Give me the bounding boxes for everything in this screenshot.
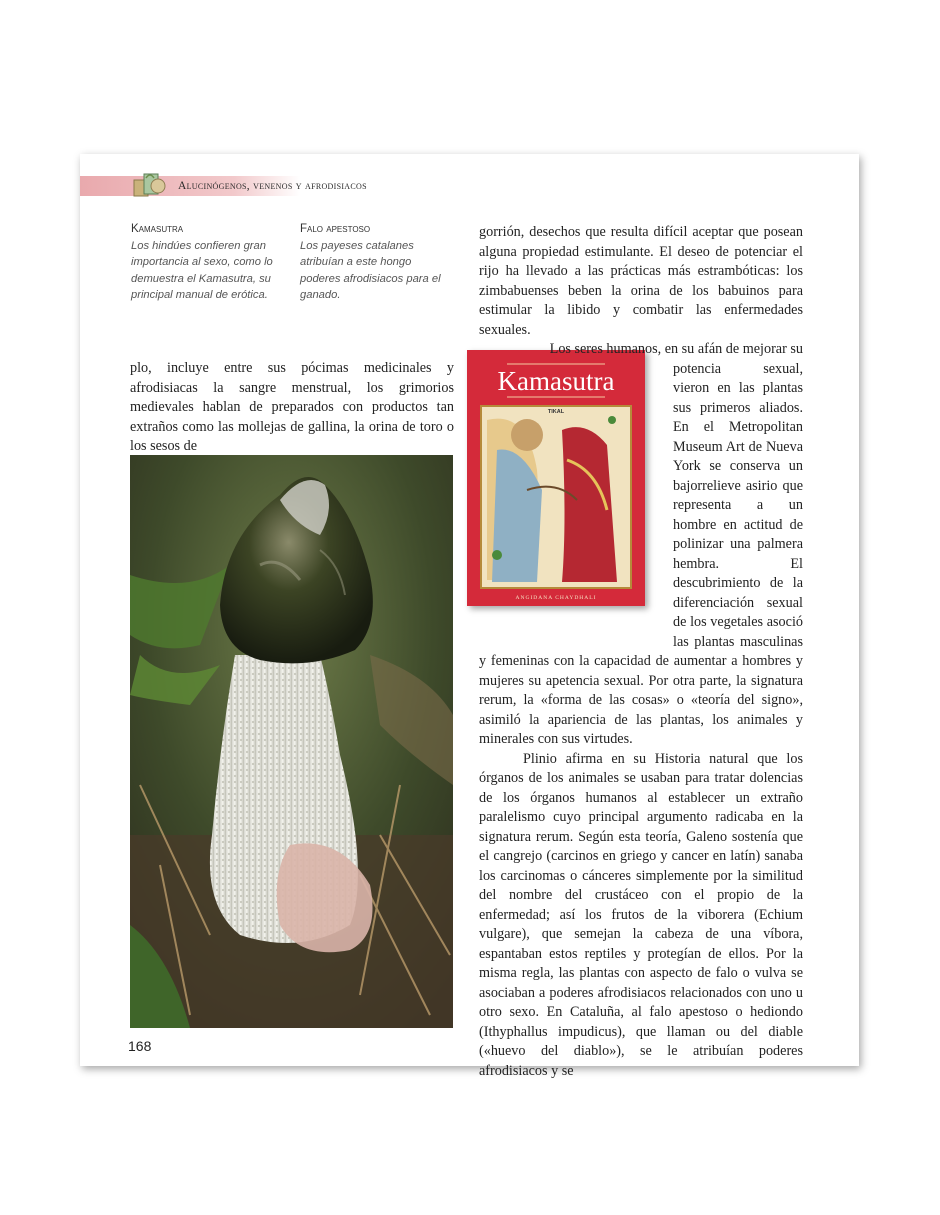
caption-title: Kamasutra	[131, 223, 184, 235]
caption-title: Falo apestoso	[300, 223, 371, 235]
page-number: 168	[128, 1038, 152, 1054]
caption-body: Los hindúes confieren gran importancia al sexo, como lo demuestra el Kamasutra, su principal manual de erótica.	[131, 239, 273, 301]
paragraph: potencia sexual, vieron en las plantas sus primeros aliados. En el Metropolitan Museum Art de Nueva York se conserva un bajorrelieve asirio que representa a un hombre en actitud de polinizar una palmera hembra. El descubrimiento de la diferenciación sexual de los vegetales asoció las plantas masculinas y femeninas con la capacidad de aumentar a hombres y mujeres su apetencia sexual. Por otra parte, la signatura rerum, la «forma de las cosas» o «teoría del signo», asimiló la apariencia de las plantas, los animales y minerales con sus virtudes.	[479, 360, 803, 747]
running-header-title: Alucinógenos, venenos y afrodisiacos	[178, 180, 367, 192]
paragraph: gorrión, desechos que resulta difícil aceptar que posean alguna propiedad estimulante. El deseo de potenciar el rijo ha llevado a las prácticas más estrambóticas: los zimbabuenses beben la orina de los babuinos para estimular la libido y combatir las enfermedades sexuales.	[479, 224, 803, 338]
book-cover-text-wrap	[479, 360, 663, 642]
left-column-text	[130, 359, 454, 457]
mushroom-illustration	[130, 455, 453, 1028]
caption-falo-apestoso	[300, 221, 450, 304]
book-publisher: TIKAL	[547, 409, 565, 415]
right-column-text	[479, 223, 803, 1081]
book-title: Kamasutra	[497, 366, 615, 396]
paragraph: plo, incluye entre sus pócimas medicinales y afrodisiacas la sangre menstrual, los grimorios medievales hablan de preparados con productos tan extraños como las mollejas de gallina, la orina de toro o los sesos de	[130, 360, 454, 454]
caption-body: Los payeses catalanes atribuían a este hongo poderes afrodisiacos para el ganado.	[300, 239, 441, 301]
paragraph: Plinio afirma en su Historia natural que los órganos de los animales se usaban para tratar dolencias de los órganos humanos al establecer un extraño paralelismo cuyo principal argumento radicaba en la signatura rerum. Según esta teoría, Galeno sostenía que el cangrejo (carcinos en griego y cancer en latín) sanaba los carcinomas o cánceres simplemente por la similitud del nombre del crustáceo con el propio de la enfermedad; así los frutos de la viborera (Echium vulgare), que semejan la cabeza de una víbora, espantaban estos reptiles y protegían de ellos. Por la misma regla, las plantas con aspecto de falo o vulva se asociaban a poderes afrodisiacos relacionados con uno u otro sexo. En Cataluña, al falo apestoso o hediondo (Ithyphallus impudicus), que llaman ou del diable («huevo del diablo»), se le atribuían poderes afrodisiacos y se	[479, 750, 803, 1079]
herb-vignette-icon	[132, 170, 168, 200]
caption-kamasutra	[131, 221, 286, 304]
book-author: ANGIDANA CHAYDHALI	[515, 595, 597, 601]
paragraph-intro: Los seres humanos, en su afán de mejorar su	[549, 341, 803, 357]
stinkhorn-mushroom-photo	[130, 455, 453, 1028]
